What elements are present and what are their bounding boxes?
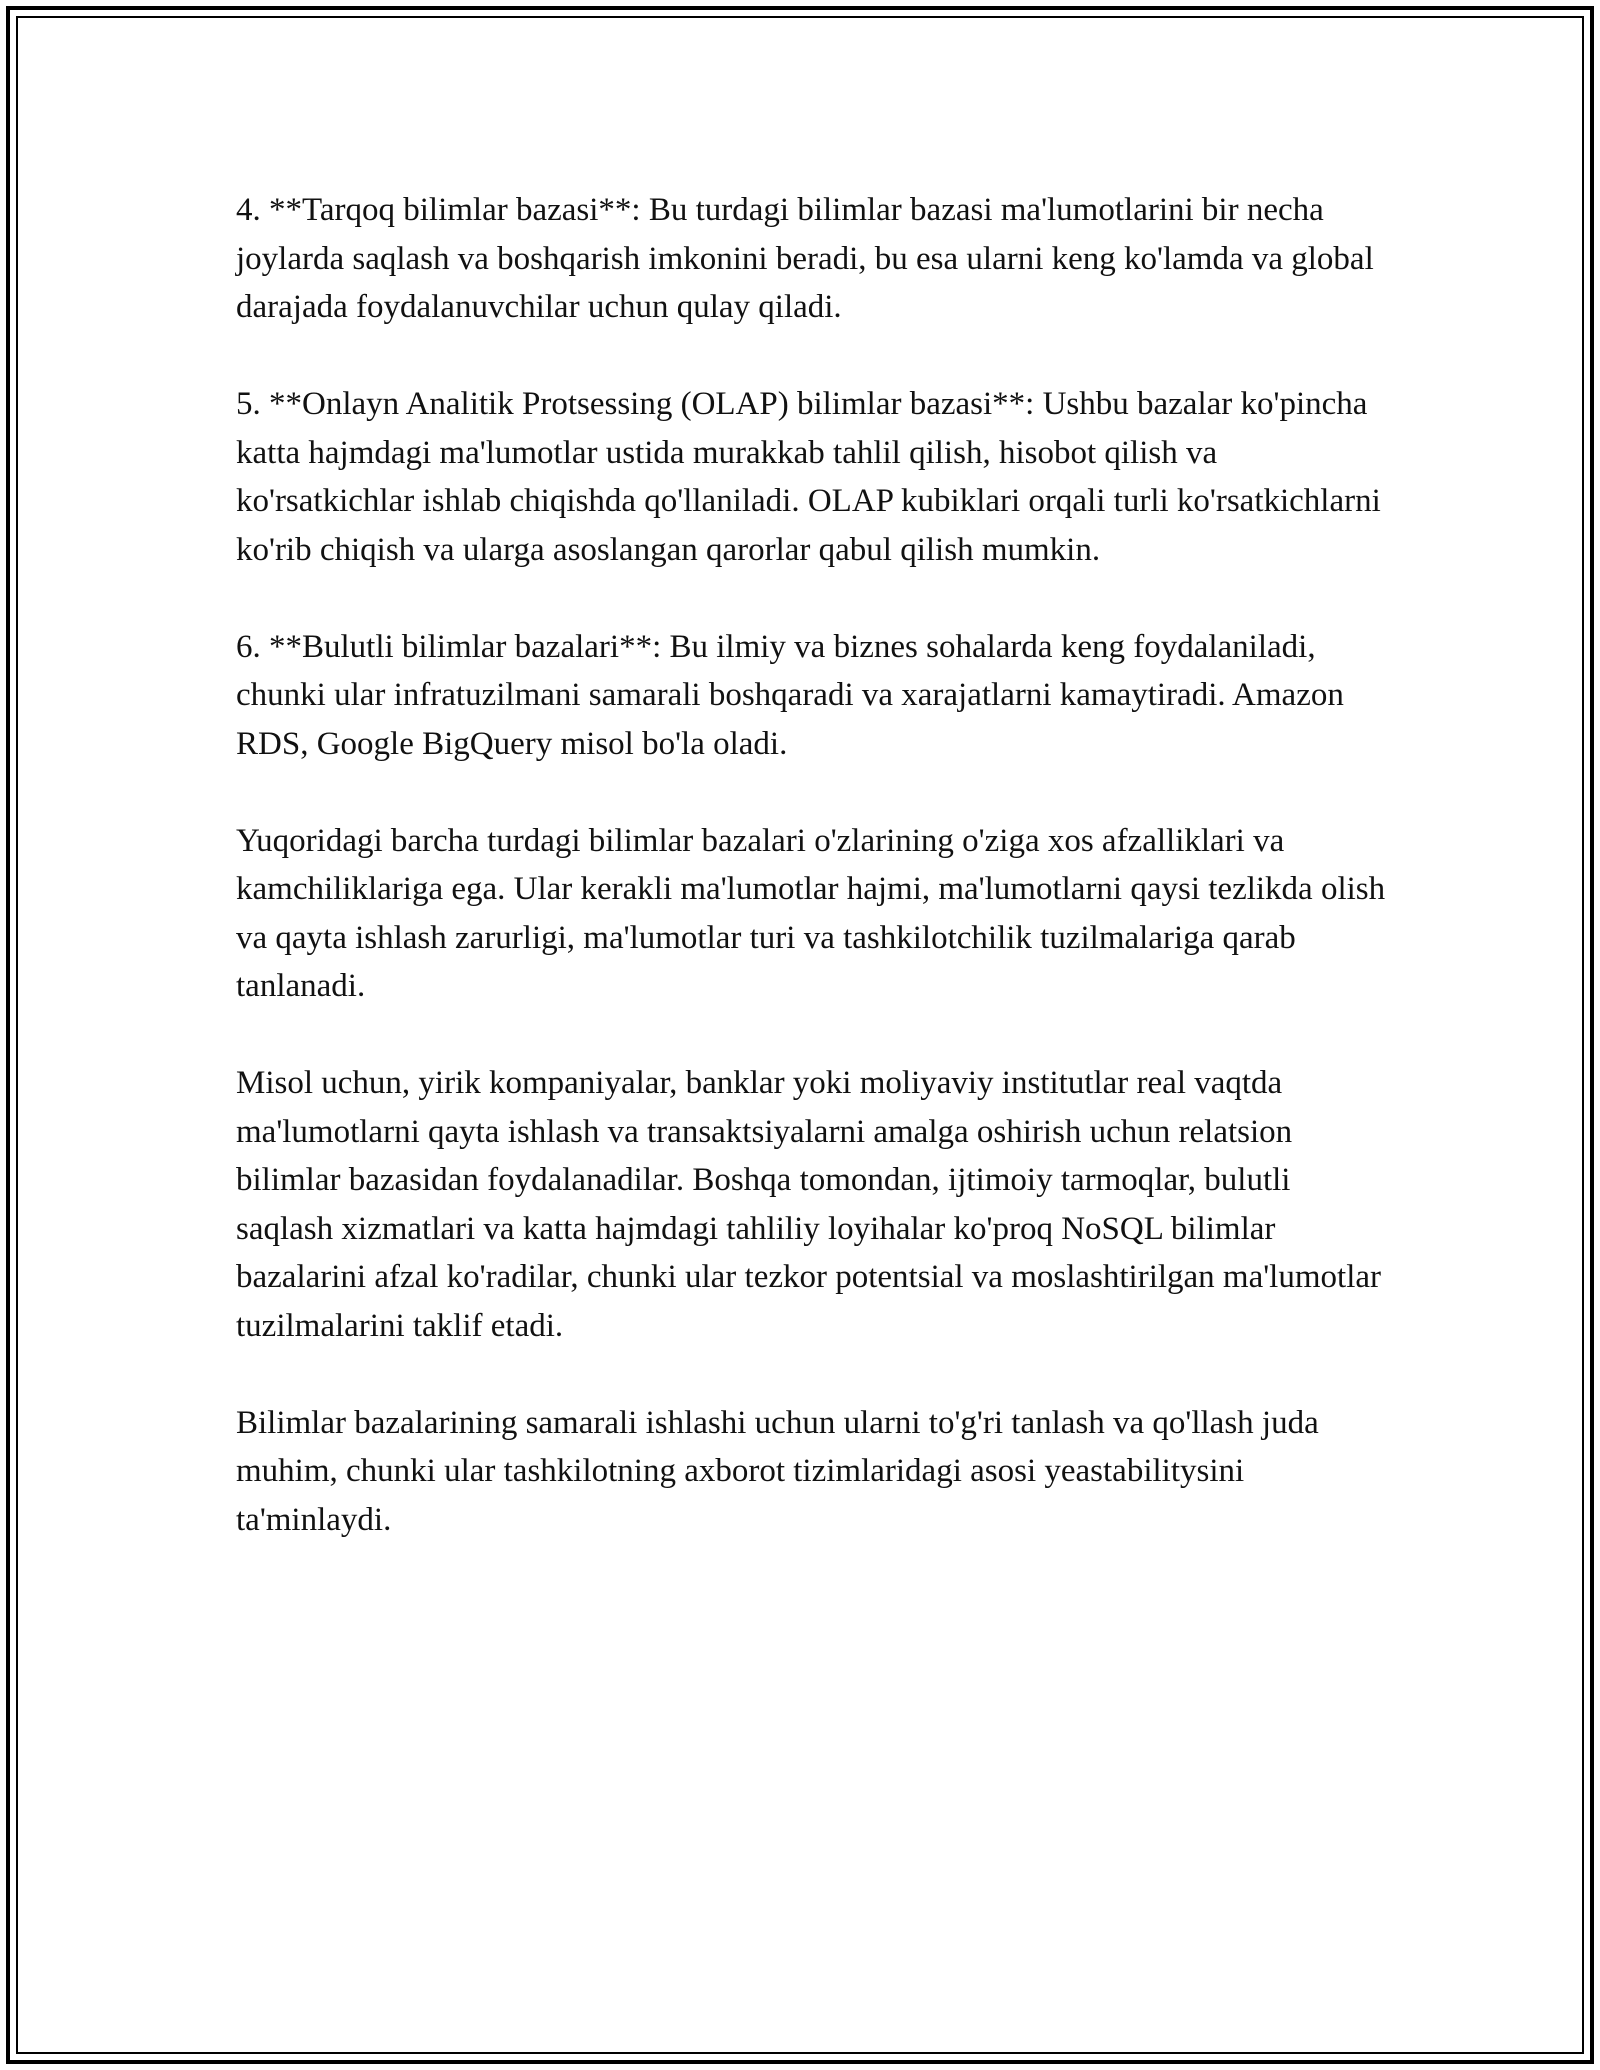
- paragraph-distributed-kb: 4. **Tarqoq bilimlar bazasi**: Bu turdagi bilimlar bazasi ma'lumotlarini bir necha joylarda saqlash va boshqarish imkonini beradi, bu esa ularni keng ko'lamda va global darajada foydalanuvchilar uchun qulay qiladi.: [236, 192, 1374, 325]
- paragraph-summary: Yuqoridagi barcha turdagi bilimlar bazalari o'zlarining o'ziga xos afzalliklari va kamchiliklariga ega. Ular kerakli ma'lumotlar hajmi, ma'lumotlarni qaysi tezlikda olish va qayta ishlash zarurligi, ma'lumotlar turi va tashkilotchilik tuzilmalariga qarab tanlanadi.: [236, 822, 1386, 1004]
- paragraph-cloud-kb: 6. **Bulutli bilimlar bazalari**: Bu ilmiy va biznes sohalarda keng foydalaniladi, chunki ular infratuzilmani samarali boshqaradi va xarajatlarni kamaytiradi. Amazon RDS, Google BigQuery misol bo'la oladi.: [236, 628, 1344, 762]
- document-body: [236, 186, 1386, 1593]
- paragraph-olap-kb: 5. **Onlayn Analitik Protsessing (OLAP) bilimlar bazasi**: Ushbu bazalar ko'pincha katta hajmdagi ma'lumotlar ustida murakkab tahlil qilish, hisobot qilish va ko'rsatkichlar ishlab chiqishda qo'llaniladi. OLAP kubiklari orqali turli ko'rsatkichlarni ko'rib chiqish va ularga asoslangan qarorlar qabul qilish mumkin.: [236, 386, 1381, 568]
- paragraph-example: Misol uchun, yirik kompaniyalar, banklar yoki moliyaviy institutlar real vaqtda ma'lumotlarni qayta ishlash va transaktsiyalarni amalga oshirish uchun relatsion bilimlar bazasidan foydalanadilar. Boshqa tomondan, ijtimoiy tarmoqlar, bulutli saqlash xizmatlari va katta hajmdagi tahliliy loyihalar ko'proq NoSQL bilimlar bazalarini afzal ko'radilar, chunki ular tezkor potentsial va moslashtirilgan ma'lumotlar tuzilmalarini taklif etadi.: [236, 1065, 1381, 1344]
- paragraph-conclusion: Bilimlar bazalarining samarali ishlashi uchun ularni to'g'ri tanlash va qo'llash juda muhim, chunki ular tashkilotning axborot tizimlaridagi asosi yeastabilitysini ta'minlaydi.: [236, 1404, 1319, 1538]
